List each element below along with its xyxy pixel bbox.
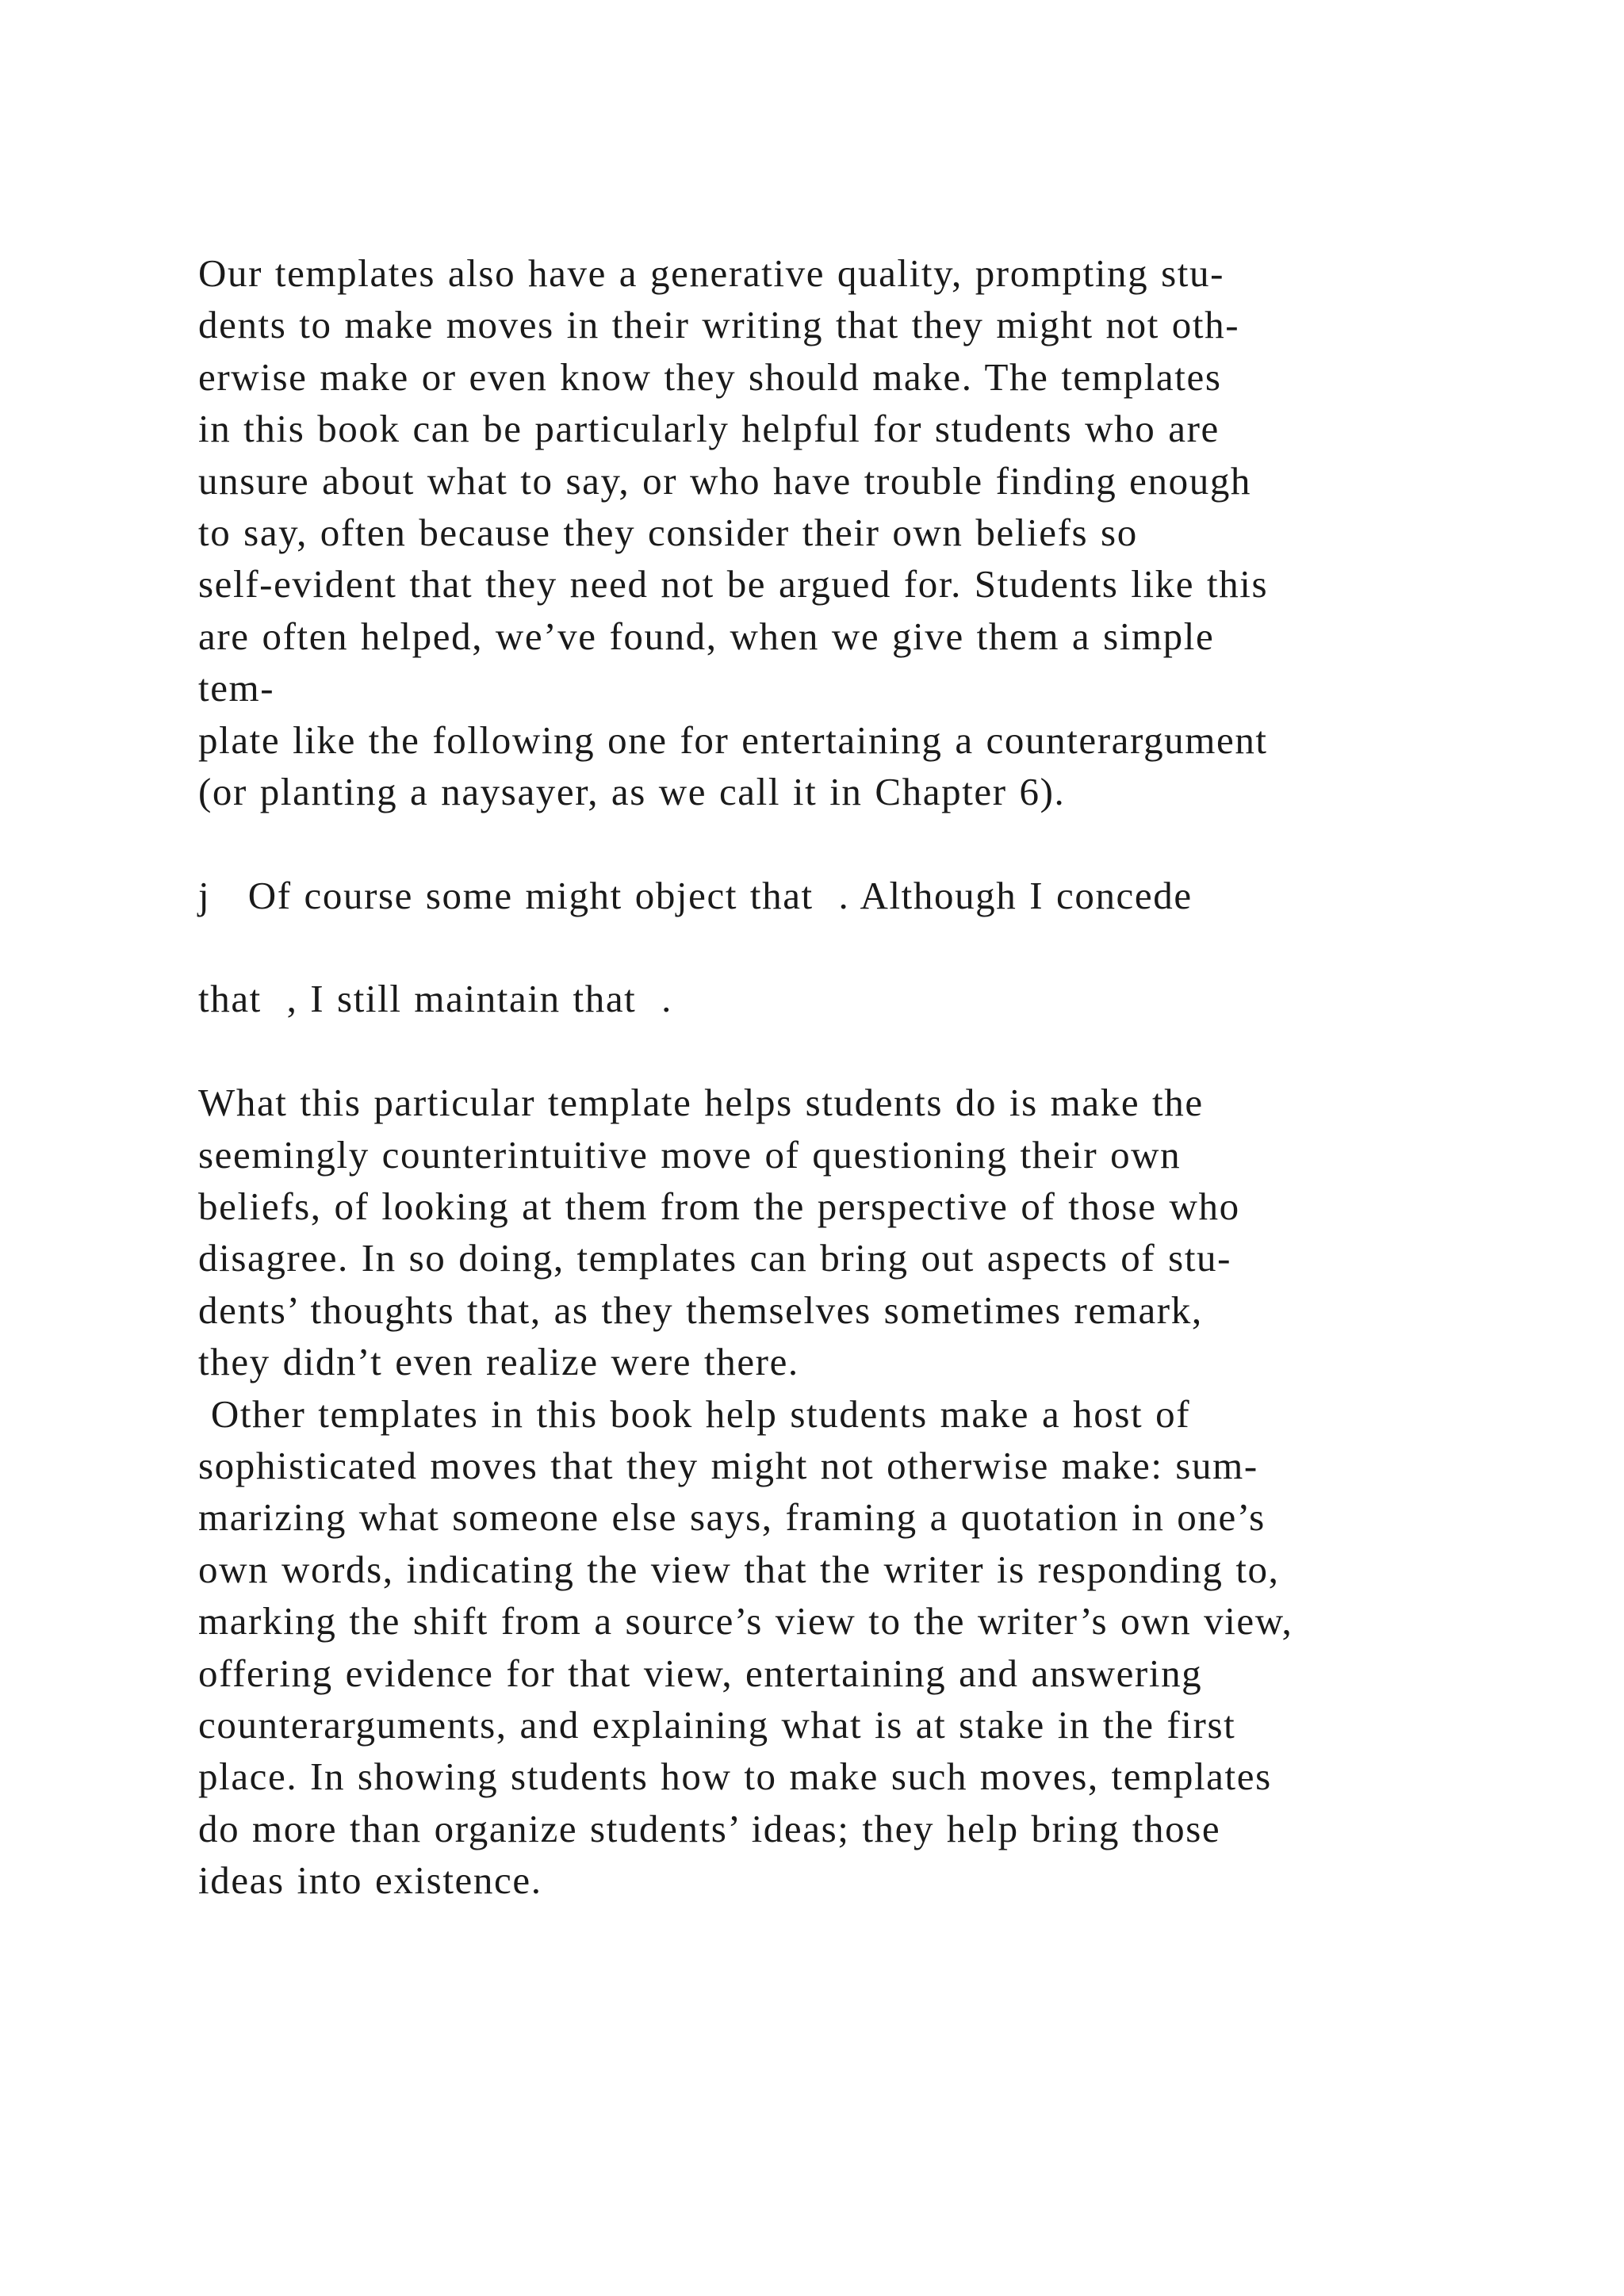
text-line: self-evident that they need not be argued for. Students like this	[198, 562, 1269, 607]
text-line: are often helped, we’ve found, when we give them a simple	[198, 614, 1215, 658]
text-line: offering evidence for that view, entertaining and answering	[198, 1651, 1203, 1695]
text-line: Other templates in this book help students make a host of	[198, 1391, 1191, 1436]
text-line: dents to make moves in their writing that they might not oth-	[198, 303, 1240, 347]
text-line: What this particular template helps students do is make the	[198, 1081, 1204, 1125]
text-line: dents’ thoughts that, as they themselves sometimes remark,	[198, 1288, 1203, 1332]
blank-line	[198, 921, 1546, 973]
text-line: disagree. In so doing, templates can bring out aspects of stu-	[198, 1236, 1232, 1280]
text-line: plate like the following one for entertaining a counterargument	[198, 718, 1268, 762]
text-line: sophisticated moves that they might not otherwise make: sum-	[198, 1443, 1258, 1487]
text-line: in this book can be particularly helpful for students who are	[198, 407, 1220, 451]
text-line: counterarguments, and explaining what is at stake in the first	[198, 1702, 1236, 1747]
text-line: own words, indicating the view that the writer is responding to,	[198, 1547, 1280, 1591]
text-line: marizing what someone else says, framing a quotation in one’s	[198, 1495, 1266, 1540]
text-line: erwise make or even know they should make. The templates	[198, 354, 1222, 399]
text-line: to say, often because they consider their own beliefs so	[198, 510, 1138, 554]
text-line: tem-	[198, 666, 275, 710]
template-line: that , I still maintain that .	[198, 977, 672, 1021]
text-line: marking the shift from a source’s view to the writer’s own view,	[198, 1599, 1293, 1644]
blank-line	[198, 817, 1546, 869]
template-line: j Of course some might object that . Although I concede	[198, 873, 1193, 917]
body-text	[198, 247, 1546, 1907]
text-line: unsure about what to say, or who have trouble finding enough	[198, 458, 1252, 503]
text-line: (or planting a naysayer, as we call it in Chapter 6).	[198, 769, 1066, 813]
text-line: place. In showing students how to make such moves, templates	[198, 1755, 1272, 1799]
text-line: seemingly counterintuitive move of questioning their own	[198, 1132, 1182, 1177]
text-line: beliefs, of looking at them from the perspective of those who	[198, 1184, 1240, 1229]
text-line: they didn’t even realize were there.	[198, 1340, 799, 1384]
text-line: do more than organize students’ ideas; they help bring those	[198, 1806, 1221, 1850]
text-line: Our templates also have a generative quality, prompting stu-	[198, 251, 1225, 295]
text-line: ideas into existence.	[198, 1858, 542, 1903]
blank-line	[198, 1025, 1546, 1077]
